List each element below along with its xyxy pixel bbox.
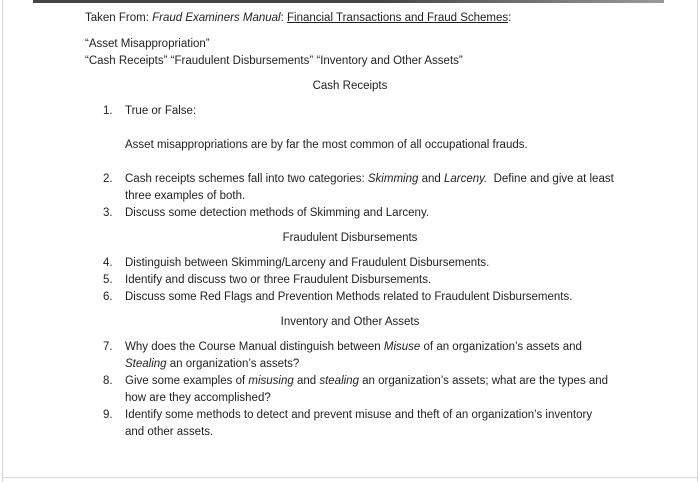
list-item-line bbox=[125, 272, 640, 289]
list-item bbox=[103, 373, 640, 407]
quoted-topic-line: “Asset Misappropriation” bbox=[85, 38, 210, 50]
text-segment: Define and give at least bbox=[487, 173, 614, 185]
text-segment: Taken From: bbox=[85, 12, 153, 24]
list-item-line bbox=[125, 103, 640, 120]
list-item-number: 5. bbox=[103, 274, 113, 286]
text-segment: Discuss some detection methods of Skimming and Larceny. bbox=[125, 207, 430, 219]
text-segment: Asset misappropriations are by far the most common of all occupational frauds. bbox=[125, 139, 528, 151]
topic-quotes bbox=[85, 36, 640, 70]
source-header bbox=[85, 10, 640, 27]
statement-line bbox=[125, 137, 640, 154]
list-item-text bbox=[125, 255, 640, 272]
text-segment: three examples of both. bbox=[125, 190, 246, 202]
list-item-text bbox=[125, 205, 640, 222]
list-item bbox=[103, 255, 640, 272]
list-item-line bbox=[125, 373, 640, 390]
list-item-line bbox=[125, 356, 640, 373]
list-item-line bbox=[125, 339, 640, 356]
text-segment: Fraud Examiners Manual bbox=[152, 12, 281, 24]
text-segment: an organization’s assets; what are the types and bbox=[358, 375, 609, 387]
list-item-line bbox=[125, 407, 640, 424]
statement-paragraph bbox=[125, 137, 640, 154]
list-item-number: 1. bbox=[103, 105, 113, 117]
text-segment: : bbox=[508, 12, 512, 24]
document-content bbox=[0, 10, 700, 441]
text-segment: True or False: bbox=[125, 105, 197, 117]
list-item-line bbox=[125, 205, 640, 222]
text-segment: of an organization’s assets and bbox=[420, 341, 582, 353]
text-segment: Stealing bbox=[125, 358, 167, 370]
list-item-line bbox=[125, 255, 640, 272]
text-segment: and bbox=[418, 173, 444, 185]
list-item-line bbox=[125, 289, 640, 306]
list-item-number: 7. bbox=[103, 341, 113, 353]
text-segment: an organization’s assets? bbox=[166, 358, 300, 370]
cropped-edge-bar bbox=[33, 0, 664, 3]
text-segment: and other assets. bbox=[125, 426, 214, 438]
list-item bbox=[103, 205, 640, 222]
text-segment: : bbox=[280, 12, 287, 24]
text-segment: Distinguish between Skimming/Larceny and Fraudulent Disbursements. bbox=[125, 257, 490, 269]
section-heading: Fraudulent Disbursements bbox=[282, 232, 418, 244]
text-segment: Why does the Course Manual distinguish between bbox=[125, 341, 384, 353]
list-item-number: 6. bbox=[103, 291, 113, 303]
text-segment: Misuse bbox=[383, 341, 421, 353]
list-item-text bbox=[125, 407, 640, 441]
list-item bbox=[103, 272, 640, 289]
list-item-text bbox=[125, 373, 640, 407]
text-segment: Discuss some Red Flags and Prevention Methods related to Fraudulent Disbursements. bbox=[125, 291, 573, 303]
list-item-line bbox=[125, 188, 640, 205]
quoted-topic-line: “Cash Receipts” “Fraudulent Disbursements” “Inventory and Other Assets” bbox=[85, 55, 463, 67]
section-heading: Cash Receipts bbox=[312, 80, 388, 92]
list-item-number: 8. bbox=[103, 375, 113, 387]
list-item bbox=[103, 103, 640, 120]
list-item-text bbox=[125, 272, 640, 289]
list-item-text bbox=[125, 171, 640, 205]
list-item-line bbox=[125, 424, 640, 441]
text-segment: Larceny. bbox=[443, 173, 488, 185]
list-item bbox=[103, 171, 640, 205]
list-item bbox=[103, 289, 640, 306]
sections-container bbox=[85, 78, 640, 441]
text-segment: Skimming bbox=[367, 173, 419, 185]
list-item-line bbox=[125, 390, 640, 407]
text-segment: and bbox=[293, 375, 320, 387]
list-item-number: 4. bbox=[103, 257, 113, 269]
list-item-number: 9. bbox=[103, 409, 113, 421]
list-item bbox=[103, 407, 640, 441]
text-segment: Cash receipts schemes fall into two categories: bbox=[125, 173, 368, 185]
list-item-line bbox=[125, 171, 640, 188]
text-segment: misusing bbox=[248, 375, 294, 387]
text-segment: Give some examples of bbox=[125, 375, 249, 387]
text-segment: how are they accomplished? bbox=[125, 392, 271, 404]
list-item-text bbox=[125, 339, 640, 373]
list-item-text bbox=[125, 289, 640, 306]
list-item-text bbox=[125, 103, 640, 120]
text-segment: stealing bbox=[319, 375, 359, 387]
section-heading: Inventory and Other Assets bbox=[280, 316, 420, 328]
list-item bbox=[103, 339, 640, 373]
text-segment: Identify some methods to detect and prevent misuse and theft of an organization’s inventory bbox=[125, 409, 593, 421]
text-segment: Financial Transactions and Fraud Schemes bbox=[286, 12, 509, 24]
list-item-number: 3. bbox=[103, 207, 113, 219]
text-segment: Identify and discuss two or three Fraudulent Disbursements. bbox=[125, 274, 432, 286]
page-border-bottom bbox=[2, 477, 698, 478]
list-item-number: 2. bbox=[103, 173, 113, 185]
